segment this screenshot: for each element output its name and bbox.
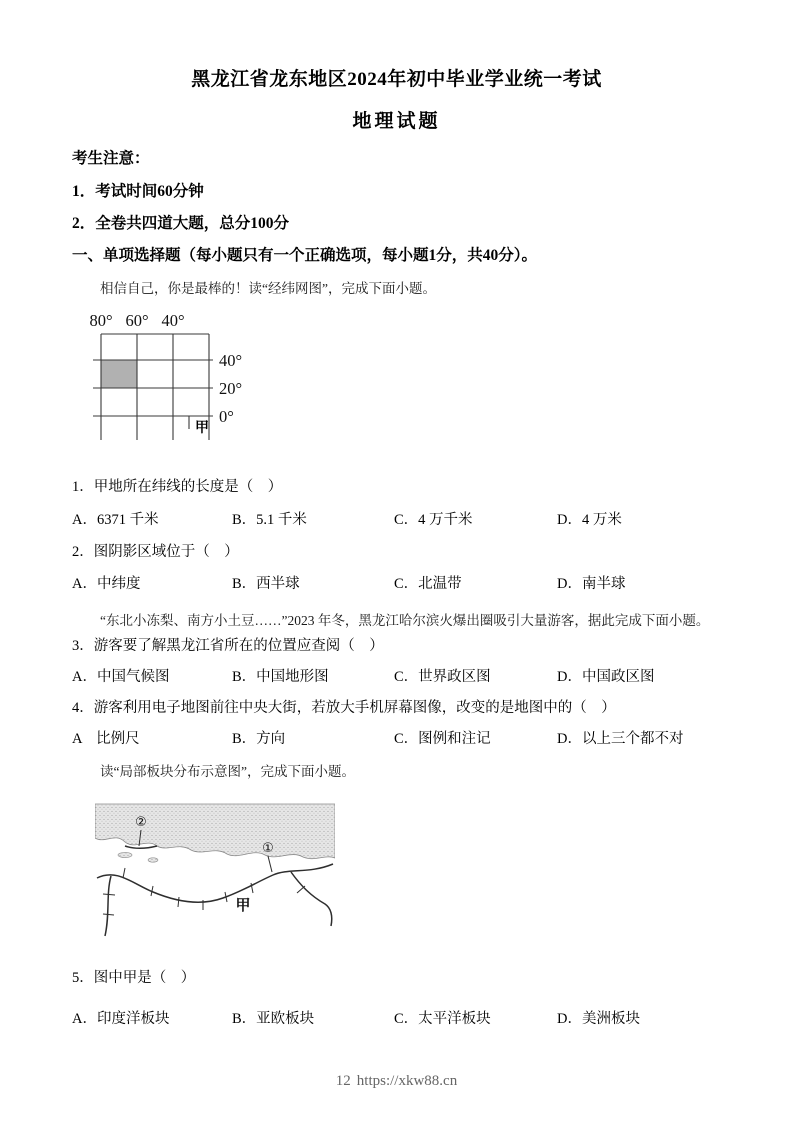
passage-3: 读“局部板块分布示意图”，完成下面小题。 <box>100 764 355 779</box>
shaded-cell <box>101 360 137 388</box>
q2-option-a: A．中纬度 <box>72 576 141 592</box>
question-3-options <box>72 669 721 686</box>
latitude-0-label: 0° <box>219 407 234 426</box>
q1-option-b: B．5.1 千米 <box>232 512 307 528</box>
notice-header: 考生注意： <box>72 150 150 167</box>
q3-option-d: D．中国政区图 <box>557 669 655 685</box>
section-header: 一、单项选择题（每小题只有一个正确选项，每小题1分，共40分）。 <box>72 247 538 264</box>
q4-option-c: C．图例和注记 <box>394 731 491 747</box>
question-2-text: 2．图阴影区域位于（ ） <box>72 544 239 560</box>
question-4-text: 4．游客利用电子地图前往中央大街，若放大手机屏幕图像，改变的是地图中的（ ） <box>72 700 616 716</box>
notice-item-2: 2．全卷共四道大题，总分100分 <box>72 215 290 232</box>
question-1-text: 1．甲地所在纬线的长度是（ ） <box>72 479 283 495</box>
q5-option-c: C．太平洋板块 <box>394 1011 491 1027</box>
latlon-grid-figure <box>85 310 721 455</box>
q3-option-a: A．中国气候图 <box>72 669 170 685</box>
q4-option-d: D．以上三个都不对 <box>557 731 684 747</box>
q4-option-a: A 比例尺 <box>72 731 140 747</box>
plate-map-figure <box>95 798 721 943</box>
marker-1-pointer <box>268 856 272 872</box>
longitude-40-label: 40° <box>161 311 185 330</box>
footer-url-link[interactable]: https://xkw88.cn <box>356 1073 458 1089</box>
latitude-40-label: 40° <box>219 351 243 370</box>
q1-option-d: D．4 万米 <box>557 512 622 528</box>
point-jia-label: 甲 <box>195 421 209 436</box>
question-1-options <box>72 512 721 529</box>
paper-subtitle: 地理试题 <box>352 111 441 132</box>
q1-option-c: C．4 万千米 <box>394 512 473 528</box>
question-3-text: 3．游客要了解黑龙江省所在的位置应查阅（ ） <box>72 638 384 654</box>
footer-page-number: 12 <box>335 1073 351 1089</box>
circled-2-marker: ② <box>135 815 147 830</box>
question-5-text: 5．图中甲是（ ） <box>72 970 196 986</box>
latlon-grid-svg <box>85 310 270 450</box>
q4-option-b: B．方向 <box>232 731 286 747</box>
q5-option-b: B．亚欧板块 <box>232 1011 315 1027</box>
plate-jia-label: 甲 <box>235 898 251 914</box>
passage-2: “东北小冻梨、南方小土豆……”2023 年冬，黑龙江哈尔滨火爆出圈吸引大量游客，据此完成下面小题。 <box>100 613 710 628</box>
q1-option-a: A．6371 千米 <box>72 512 159 528</box>
plate-boundary-lines <box>97 846 333 936</box>
q5-option-d: D．美洲板块 <box>557 1011 640 1027</box>
q3-option-c: C．世界政区图 <box>394 669 491 685</box>
paper-title: 黑龙江省龙东地区2024年初中毕业学业统一考试 <box>191 69 602 90</box>
question-5-options <box>72 1011 721 1028</box>
passage-1: 相信自己，你是最棒的！读“经纬网图”，完成下面小题。 <box>100 281 436 296</box>
longitude-60-label: 60° <box>125 311 149 330</box>
q2-option-b: B．西半球 <box>232 576 300 592</box>
island <box>148 858 158 862</box>
question-4-options <box>72 731 721 748</box>
landmass <box>95 804 335 859</box>
plate-map-svg <box>95 798 335 938</box>
notice-item-1: 1．考试时间60分钟 <box>72 183 204 200</box>
q2-option-d: D．南半球 <box>557 576 626 592</box>
latitude-20-label: 20° <box>219 379 243 398</box>
circled-1-marker: ① <box>262 841 274 856</box>
q5-option-a: A．印度洋板块 <box>72 1011 170 1027</box>
question-2-options <box>72 576 721 593</box>
island <box>118 852 132 857</box>
page-footer <box>0 1073 793 1090</box>
longitude-80-label: 80° <box>89 311 113 330</box>
q3-option-b: B．中国地形图 <box>232 669 329 685</box>
q2-option-c: C．北温带 <box>394 576 462 592</box>
